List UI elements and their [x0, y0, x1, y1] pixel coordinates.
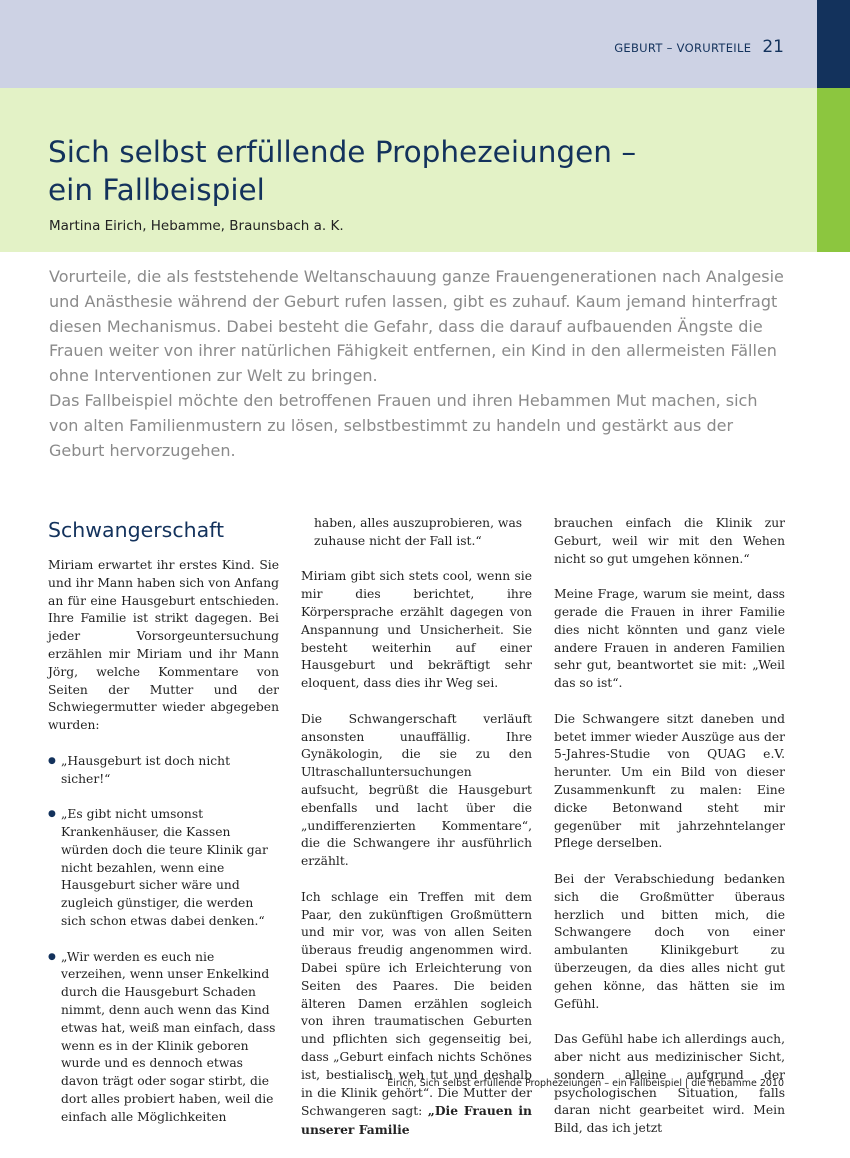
lead-paragraph [49, 265, 789, 463]
author-line: Martina Eirich, Hebamme, Braunsbach a. K. [49, 218, 344, 234]
running-header [614, 37, 784, 57]
footer-citation: Eirich, Sich selbst erfüllende Prophezeiungen – ein Fallbeispiel | die hebamme 2010 [387, 1078, 784, 1089]
quote-item: ● „Wir werden es euch nie verzeihen, wenn unser Enkelkind durch die Hausgeburt Schaden nimmt, denn auch wenn das Kind etwas hat, weiß man einfach, dass wenn es in der Klinik geboren wurde und es dennoch etwas davon trägt oder sogar stirbt, die dort alles probiert haben, weil die einfach alle Möglichkeiten [48, 949, 279, 1127]
column-3 [554, 515, 785, 1156]
body-paragraph: Miriam erwartet ihr erstes Kind. Sie und ihr Mann haben sich von Anfang an für eine Hausgeburt entschieden. Ihre Familie ist strikt dagegen. Bei jeder Vorsorgeuntersuchung erzählen mir Miriam und ihr Mann Jörg, welche Kommentare von Seiten der Mutter und der Schwiegermutter wieder abgegeben wurden: [48, 558, 279, 733]
body-paragraph: Meine Frage, warum sie meint, dass gerade die Frauen in ihrer Familie dies nicht könnten und ganz viele andere Frauen in anderen Familien sehr gut, beantwortet sie mit: „Weil das so ist“. [554, 587, 785, 691]
header-accent-bar [817, 0, 850, 88]
quote-continuation: haben, alles auszuprobieren, was zuhause nicht der Fall ist.“ [314, 516, 523, 548]
body-paragraph: Das Gefühl habe ich allerdings auch, aber nicht aus medizinischer Sicht, sondern alleine aufgrund der psychologischen Situation, falls daran nicht gearbeitet wird. Mein Bild, das ich jetzt [554, 1032, 785, 1136]
paragraph-text: Ich schlage ein Treffen mit dem Paar, den zukünftigen Großmüttern und mir vor, was von allen Seiten überaus freudig angenommen wird. Dabei spüre ich Erleichterung von Seiten des Paares. Die beiden älteren Damen erzählen sogleich von ihren traumatischen Geburten und pflichten sich gegenseitig bei, dass „Geburt einfach nichts Schönes ist, bestialisch weh tut und deshalb in die Klinik gehört“. Die Mutter der Schwangeren sagt: [301, 889, 532, 1119]
column-1 [48, 515, 279, 1144]
article-title [48, 133, 636, 209]
quote-list [48, 753, 279, 1127]
body-paragraph: Die Schwangere sitzt daneben und betet immer wieder Auszüge aus der 5-Jahres-Studie von QUAG e.V. herunter. Um ein Bild von dieser Zusammenkunft zu malen: Eine dicke Betonwand steht mir gegenüber mit jahrzehntelanger Pflege derselben. [554, 711, 785, 851]
body-paragraph: Die Schwangerschaft verläuft ansonsten unauffällig. Ihre Gynäkologin, die sie zu den Ultraschalluntersuchungen aufsucht, begrüßt die Hausgeburt ebenfalls und lacht über die „undifferenzierten Kommentare“, die die Schwangere ihr ausführlich erzählt. [301, 711, 532, 869]
column-2 [301, 515, 532, 1158]
body-paragraph: Bei der Verabschiedung bedanken sich die Großmütter überaus herzlich und bitten mich, die Schwangere doch von einer ambulanten Klinikgeburt zu überzeugen, da dies alles nicht gut gehen könne, das hätten sie im Gefühl. [554, 871, 785, 1011]
title-accent-bar [817, 88, 850, 252]
body-paragraph [301, 889, 532, 1140]
section-label: GEBURT – VORURTEILE [614, 41, 752, 55]
body-paragraph: brauchen einfach die Klinik zur Geburt, weil wir mit den Wehen nicht so gut umgehen können.“ [554, 516, 785, 566]
lead-text-2: Das Fallbeispiel möchte den betroffenen Frauen und ihren Hebammen Mut machen, sich von alten Familienmustern zu lösen, selbstbestimmt zu handeln und gestärkt aus der Geburt hervorzugehen. [49, 390, 758, 460]
section-heading: Schwangerschaft [48, 518, 225, 542]
title-line-2: ein Fallbeispiel [48, 173, 265, 207]
page-number: 21 [762, 37, 784, 57]
body-paragraph: Miriam gibt sich stets cool, wenn sie mir dies berichtet, ihre Körpersprache erzählt dagegen von Anspannung und Unsicherheit. Sie besteht weiterhin auf einer Hausgeburt und bekräftigt sehr eloquent, dass dies ihr Weg sei. [301, 569, 532, 691]
quote-item: ● „Hausgeburt ist doch nicht sicher!“ [48, 753, 279, 789]
bold-quote: „Die Frauen in unserer Familie [301, 1103, 532, 1138]
quote-item: ● „Es gibt nicht umsonst Krankenhäuser, die Kassen würden doch die teure Klinik gar nicht bezahlen, wenn eine Hausgeburt sicher wäre und zugleich günstiger, die werden sich schon etwas dabei denken.“ [48, 806, 279, 931]
title-line-1: Sich selbst erfüllende Prophezeiungen – [48, 135, 637, 169]
lead-text-1: Vorurteile, die als feststehende Weltanschauung ganze Frauengenerationen nach Analgesie und Anästhesie während der Geburt rufen lassen, gibt es zuhauf. Kaum jemand hinterfragt diesen Mechanismus. Dabei besteht die Gefahr, dass die darauf aufbauenden Ängste die Frauen weiter von ihrer natürlichen Fähigkeit entfernen, ein Kind in den allermeisten Fällen ohne Interventionen zur Welt zu bringen. [49, 267, 784, 386]
